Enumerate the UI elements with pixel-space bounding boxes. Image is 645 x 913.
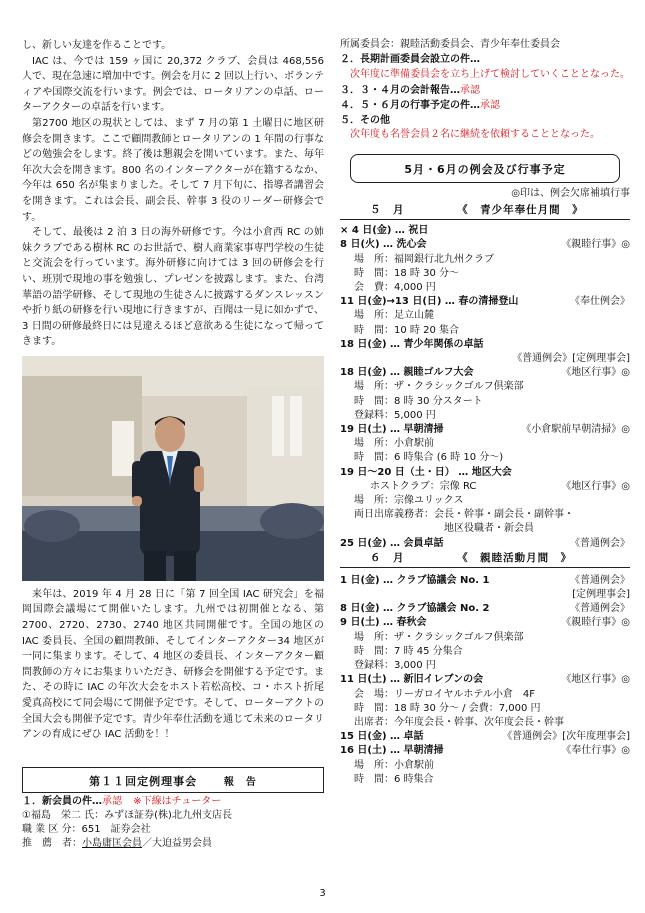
schedule-category: 《地区行事》◎ [561, 367, 630, 379]
schedule-item: 時 間：18 時 30 分～ / 会費：7,000 円 [354, 702, 541, 714]
schedule-category: 《奉仕例会》 [570, 296, 630, 308]
sponsor-line: 推 薦 者：小島庸匡会員／大迫益男会員 [22, 838, 212, 850]
schedule-row [340, 395, 630, 409]
schedule-item: 時 間：10 時 20 集合 [354, 324, 459, 336]
schedule-item: 時 間：7 時 45 分集合 [354, 645, 463, 657]
schedule-item: 場 所：ザ・クラシックゴルフ倶楽部 [354, 381, 524, 393]
schedule-category: 《小倉駅前早朝清掃》◎ [521, 424, 630, 436]
schedule-row [340, 602, 630, 616]
schedule-category: 《普通例会》[次年度理事会] [502, 731, 630, 743]
schedule-item: 19 日(土) … 早朝清掃 [340, 424, 444, 436]
schedule-row [340, 773, 630, 787]
schedule-row [340, 451, 630, 465]
schedule-row [340, 659, 630, 673]
legend: ◎印は、例会欠席補填行事 [511, 188, 630, 199]
schedule-category: 《親睦行事》◎ [561, 239, 630, 251]
schedule-item: 11 日(金)→13 日(日) … 春の清掃登山 [340, 296, 519, 308]
schedule-item: 8 日(金) … クラブ協議会 No. 2 [340, 603, 490, 615]
schedule-item: 15 日(金) … 卓話 [340, 731, 424, 743]
may-schedule [340, 224, 630, 551]
schedule-row [340, 508, 630, 522]
schedule-item: 場 所：足立山麓 [354, 310, 434, 322]
item2-note: 次年度に準備委員会を立ち上げて検討していくこととなった。 [350, 69, 630, 81]
june-heading: ６ 月 《 親睦活動月間 》 [340, 551, 630, 568]
paragraph: そして、最後は 2 泊 3 日の海外研修です。今は小倉西 RC の姉妹クラブである樹林 RC のお世話で、樹人商業家事専門学校の生徒と交流会を行っています。海外研修に向けては 3 回の研修会を行い、班別で現地の事を勉強し、プレゼンを披露します。また、台湾華語の語学研修、そして現地の生徒さんに披露するダンスレッスンや折り紙の研修を行い現地に行きますが、百聞は一見に如かずで、3 日間の研修最終日には見違えるほど意欲ある生徒になって帰ってきます。 [22, 227, 324, 348]
schedule-item: 地区役職者・新会員 [444, 523, 534, 535]
paragraph: 第2700 地区の現状としては、まず 7 月の第 1 土曜日に地区研修会を開きます。ここで顧問教師とロータリアンの 1 年間の行事などの勉強会をします。終了後は懇親会を開いています。また、毎年年次大会を開きます。800 名のインターアクターが在籍するなか、今年は 650 名が集まりました。そして 7 月下旬に、指導者講習会を開きます。これは会長、副会長、幹事 3 役のリーダー研修会です。 [22, 117, 324, 223]
schedule-item: 19 日～20 日（土・日） … 地区大会 [340, 466, 512, 478]
paragraph: 来年は、2019 年 4 月 28 日に「第 7 回全国 IAC 研究会」を福岡国際会議場にて開催いたします。九州では初開催となる、第 2700、2720、2730、2740 地区共同開催です。全国の地区の IAC 委員長、全国の顧問教師、そしてインターアクター34 地区が一同に集まります。そして、4 地区の委員長、インターアクター顧問教師の方々にお集まりいただき、研修会を開催する予定です。また、その時に IAC の年次大会をホスト若松高校、コ・ホスト折尾愛真高校にて同会場にて開催予定です。そして、ローターアクトの全国大会も開催予定です。青少年奉仕活動を通じて未来のロータリアンの育成にぜひ IAC 活動を！！ [22, 588, 324, 741]
schedule-title: 5月・6月の例会及び行事予定 [350, 154, 620, 183]
schedule-row [340, 352, 630, 366]
schedule-category: 《親睦行事》◎ [561, 617, 630, 629]
schedule-row [340, 574, 630, 588]
page-number: 3 [319, 888, 326, 899]
schedule-item: 場 所：小倉駅前 [354, 759, 434, 771]
schedule-category: [定例理事会] [572, 589, 630, 601]
schedule-row [340, 366, 630, 380]
schedule-row [340, 744, 630, 758]
schedule-item: 登録料：5,000 円 [354, 409, 436, 421]
schedule-row [340, 716, 630, 730]
item2: ２．長期計画委員会設立の件… [340, 54, 480, 66]
schedule-row [340, 295, 630, 309]
schedule-row [340, 423, 630, 437]
item4: ４．５・６月の行事予定の件…承認 [340, 99, 500, 111]
schedule-item: 8 日(火) … 洗心会 [340, 239, 427, 251]
schedule-row [340, 702, 630, 716]
schedule-row [340, 616, 630, 630]
schedule-row [340, 480, 630, 494]
schedule-row [340, 267, 630, 281]
schedule-item: ホストクラブ：宗像 RC [370, 480, 477, 492]
schedule-row [340, 494, 630, 508]
schedule-row [340, 437, 630, 451]
may-heading: ５ 月 《 青少年奉仕月間 》 [340, 203, 630, 220]
schedule-category: 《普通例会》[定例理事会] [512, 353, 630, 365]
schedule-row [340, 645, 630, 659]
schedule-row [340, 309, 630, 323]
left-column [22, 38, 324, 852]
schedule-item: 時 間：6 時集合 (6 時 10 分～) [354, 452, 504, 464]
schedule-row [340, 759, 630, 773]
schedule-category: 《普通例会》 [570, 603, 630, 615]
schedule-category: 《普通例会》 [570, 537, 630, 549]
schedule-item: 11 日(土) … 新旧イレブンの会 [340, 674, 484, 686]
schedule-row [340, 253, 630, 267]
schedule-item: 16 日(土) … 早朝清掃 [340, 745, 444, 757]
schedule-item: 時 間：8 時 30 分スタート [354, 395, 483, 407]
schedule-item: 9 日(土) … 春秋会 [340, 617, 427, 629]
schedule-item: 時 間：18 時 30 分～ [354, 267, 459, 279]
schedule-row [340, 409, 630, 423]
paragraph: し、新しい友達を作ることです。 [22, 40, 172, 51]
schedule-item: 両日出席義務者：会長・幹事・副会長・副幹事・ [354, 509, 574, 521]
schedule-item: 場 所：福岡銀行北九州クラブ [354, 253, 494, 265]
schedule-item: 場 所：小倉駅前 [354, 438, 434, 450]
schedule-row [340, 537, 630, 551]
speaker-photo [22, 356, 324, 581]
schedule-item: 会 場：リーガロイヤルホテル小倉 4F [354, 688, 536, 700]
schedule-row [340, 380, 630, 394]
schedule-row [340, 588, 630, 602]
right-column [340, 38, 630, 787]
item-new-member: １．新会員の件…承認 ※下線はチューター [22, 795, 222, 807]
schedule-row [340, 224, 630, 238]
committee-line: 所属委員会：親睦活動委員会、青少年奉仕委員会 [340, 39, 560, 50]
schedule-item: 出席者：今年度会長・幹事、次年度会長・幹事 [354, 716, 564, 728]
schedule-item: 場 所：宗像ユリックス [354, 495, 464, 507]
schedule-item: 1 日(金) … クラブ協議会 No. 1 [340, 574, 490, 586]
schedule-item: 18 日(金) … 親睦ゴルフ大会 [340, 367, 474, 379]
schedule-row [340, 466, 630, 480]
schedule-category: 《地区行事》◎ [561, 674, 630, 686]
schedule-item: 登録料：3,000 円 [354, 660, 436, 672]
schedule-row [340, 281, 630, 295]
item5: ５．その他 [340, 114, 390, 126]
job-line: 職 業 区 分：651 証券会社 [22, 824, 151, 836]
paragraph: IAC は、今では 159 ヶ国に 20,372 クラブ、会員は 468,556 人で、現在急速に増加中です。例会を月に 2 回以上行い、ボランティアや国際交流を行います。例会では、ロータリアンの卓話、ローターアクターの卓話を行います。 [22, 55, 324, 114]
schedule-item: 場 所：ザ・クラシックゴルフ倶楽部 [354, 631, 524, 643]
schedule-row [340, 338, 630, 352]
schedule-item: × 4 日(金) … 祝日 [340, 225, 429, 237]
schedule-item: 18 日(金) … 青少年関係の卓話 [340, 338, 484, 350]
schedule-category: 《地区行事》◎ [561, 480, 630, 492]
schedule-category: 《普通例会》 [570, 574, 630, 586]
schedule-row [340, 730, 630, 744]
schedule-row [340, 238, 630, 252]
meeting-report-title: 第１１回定例理事会 報 告 [22, 767, 324, 792]
schedule-category: 《奉仕行事》◎ [561, 745, 630, 757]
schedule-item: 会 費：4,000 円 [354, 282, 436, 294]
item5-note: 次年度も名誉会員２名に継続を依頼することとなった。 [350, 128, 600, 140]
item3: ３．３・４月の会計報告…承認 [340, 84, 480, 96]
schedule-item: 時 間：6 時集合 [354, 773, 434, 785]
schedule-row [340, 688, 630, 702]
schedule-row [340, 631, 630, 645]
schedule-item: 25 日(金) … 会員卓話 [340, 537, 444, 549]
june-schedule [340, 574, 630, 787]
schedule-row [340, 324, 630, 338]
schedule-row [340, 522, 630, 536]
member-line: ①福島 栄二 氏：みずほ証券(株)北九州支店長 [22, 810, 232, 822]
schedule-row [340, 673, 630, 687]
